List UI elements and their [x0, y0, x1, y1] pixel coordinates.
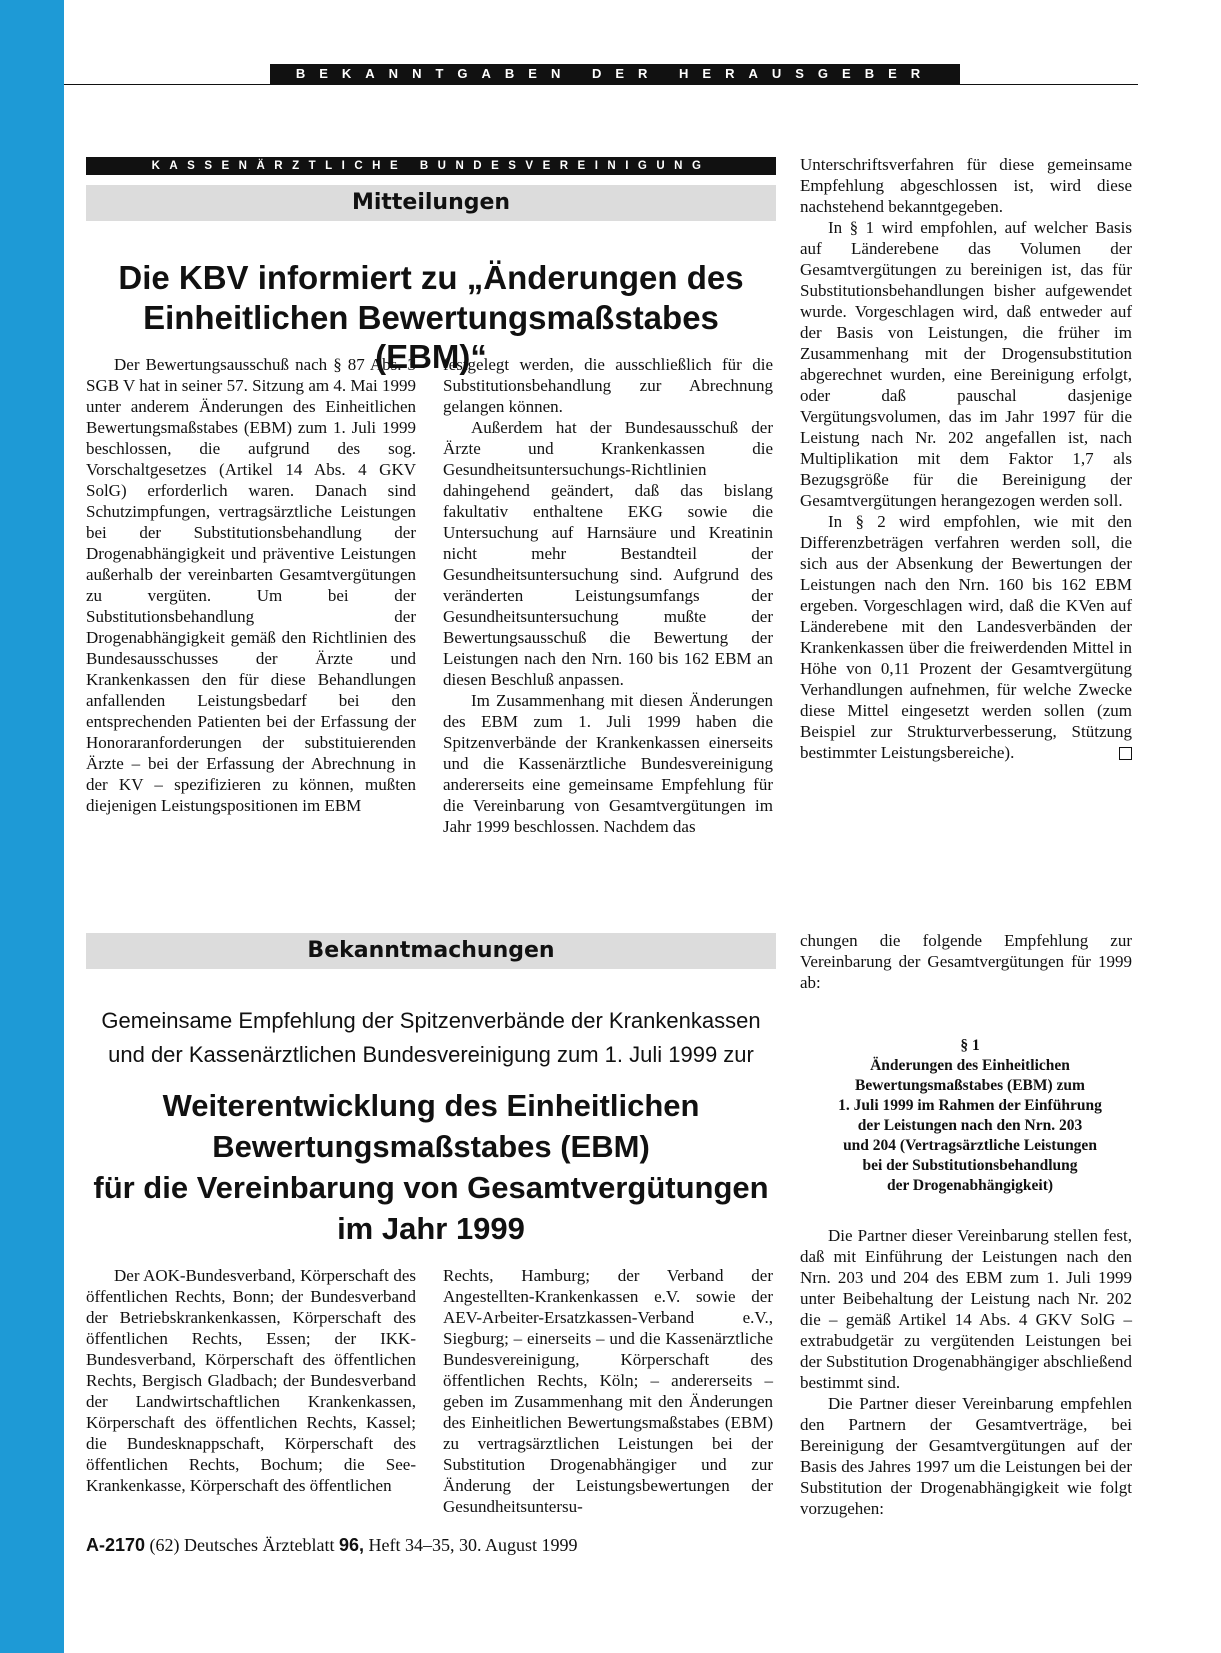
article1-col2-paragraph2: Außerdem hat der Bundesausschuß der Ärzte und Krankenkassen die Gesundheitsuntersuchungs-Richtlinien dahingehend geändert, daß das bislang fakultativ enthaltene EKG sowie die Untersuchung auf Harnsäure und Kreatinin nicht mehr Bestandteil der Gesundheitsuntersuchung sind. Aufgrund des veränderten Leistungsumfangs der Gesundheitsuntersuchung mußte der Bewertungsausschuß die Bewertung der Leistungen nach den Nrn. 160 bis 162 EBM an diesen Beschluß anpassen.: [443, 418, 773, 689]
side-color-bar: [0, 0, 64, 1653]
article1-col3-paragraph3-text: In § 2 wird empfohlen, wie mit den Differenzbeträgen verfahren werden soll, die sich aus der Absenkung der Bewertungen der Leistungen nach den Nrn. 160 bis 162 EBM ergeben. Vorgeschlagen wird, daß die KVen auf Länderebene mit den Landesverbänden der Krankenkassen über die freiwerdenden Mittel in Höhe von 0,11 Prozent der Gesamtvergütung Verhandlungen aufnehmen, für welche Zwecke diese Mittel eingesetzt werden sollen (zum Beispiel zur Strukturverbesserung, Stützung bestimmter Leistungsbereiche).: [800, 512, 1132, 762]
paragraph-heading: [800, 1036, 1140, 1196]
article2-column3: [800, 1225, 1132, 1518]
article1-column1: [86, 354, 416, 834]
page-number: A-2170: [86, 1535, 146, 1555]
article2-title-line4: im Jahr 1999: [337, 1211, 525, 1246]
article2-title-line1: Weiterentwicklung des Einheitlichen: [162, 1088, 700, 1123]
footer-volume: 96,: [338, 1535, 365, 1555]
page-footer: [86, 1535, 578, 1556]
article2-subtitle: [86, 1004, 776, 1072]
article2-title: [86, 1085, 776, 1249]
article2-col3-paragraph2: Die Partner dieser Vereinbarung empfehlen den Partnern der Gesamtverträge, bei Bereinigung der Gesamtvergütungen auf der Basis des Jahres 1997 um die Leistungen bei der Substitution der Drogenabhängigkeit wie folgt vorzugehen:: [800, 1394, 1132, 1518]
paragraph-title-line5: und 204 (Vertragsärztliche Leistungen: [843, 1137, 1097, 1154]
article2-title-line3: für die Vereinbarung von Gesamtvergütungen: [93, 1170, 769, 1205]
category-bekanntmachungen: Bekanntmachungen: [86, 933, 776, 969]
article2-col1-paragraph: Der AOK-Bundesverband, Körperschaft des öffentlichen Rechts, Bonn; der Bundesverband der Betriebskrankenkassen, Körperschaft des öffentlichen Rechts, Essen; der IKK-Bundesverband, Körperschaft des öffentlichen Rechts, Bergisch Gladbach; der Bundesverband der Landwirtschaftlichen Krankenkassen, Körperschaft des öffentlichen Rechts, Kassel; die Bundesknappschaft, Körperschaft des öffentlichen Rechts, Bochum; die See-Krankenkasse, Körperschaft des öffentlichen: [86, 1266, 416, 1495]
article1-col3-paragraph1: Unterschriftsverfahren für diese gemeinsame Empfehlung abgeschlossen ist, wird diese nachstehend bekanntgegeben.: [800, 155, 1132, 216]
footer-journal: (62) Deutsches Ärzteblatt: [149, 1535, 335, 1555]
article1-title-line2: Einheitlichen Bewertungsmaßstabes (EBM)“: [143, 298, 719, 376]
article1-col2-paragraph1: festgelegt werden, die ausschließlich für die Substitutionsbehandlung zur Abrechnung gelangen können.: [443, 355, 773, 416]
article2-title-line2: Bewertungsmaßstabes (EBM): [212, 1129, 650, 1164]
paragraph-number: § 1: [960, 1037, 980, 1054]
section-label: KASSENÄRZTLICHE BUNDESVEREINIGUNG: [86, 157, 776, 175]
section-header: BEKANNTGABEN DER HERAUSGEBER: [270, 64, 960, 84]
article2-column2: [443, 1265, 773, 1515]
article1-col3-paragraph2: In § 1 wird empfohlen, auf welcher Basis auf Länderebene das Volumen der Gesamtvergütungen zu bereinigen ist, das für Substitutionsbehandlungen bisher aufgewendet wurde. Vorgeschlagen wird, daß entweder auf der Basis von Leistungen, die früher im Zusammenhang mit der Drogensubstitution abgerechnet wurden, eine Bereinigung erfolgt, oder daß pauschal dasjenige Vergütungsvolumen, das im Jahr 1997 für die Leistung nach Nr. 202 angefallen ist, nach Multiplikation mit dem Faktor 1,7 als Bezugsgröße für die Bereinigung der Gesamtvergütungen herangezogen werden soll.: [800, 218, 1132, 510]
article1-col2-paragraph3: Im Zusammenhang mit diesen Änderungen des EBM zum 1. Juli 1999 haben die Spitzenverbände der Krankenkassen einerseits und die Kassenärztliche Bundesvereinigung andererseits eine gemeinsame Empfehlung für die Vereinbarung von Gesamtvergütungen im Jahr 1999 beschlossen. Nachdem das: [443, 691, 773, 836]
article2-col3-paragraph1: Die Partner dieser Vereinbarung stellen fest, daß mit Einführung der Leistungen nach den Nrn. 203 und 204 des EBM zum 1. Juli 1999 unter Beibehaltung der Leistung nach Nr. 202 die – gemäß Artikel 14 Abs. 4 GKV SolG – extrabudgetär zu vergütenden Leistungen bei der Substitution Drogenabhängiger abschließend bestimmt sind.: [800, 1226, 1132, 1392]
article2-col3-intro-text: chungen die folgende Empfehlung zur Vereinbarung der Gesamtvergütungen für 1999 ab:: [800, 931, 1132, 992]
article1-column3: [800, 154, 1132, 844]
paragraph-title-line7: der Drogenabhängigkeit): [886, 1177, 1054, 1194]
paragraph-title-line4: der Leistungen nach den Nrn. 203: [857, 1117, 1083, 1134]
article1-title-line1: Die KBV informiert zu „Änderungen des: [118, 259, 744, 296]
paragraph-title-line3: 1. Juli 1999 im Rahmen der Einführung: [838, 1097, 1102, 1114]
footer-issue: Heft 34–35, 30. August 1999: [368, 1535, 578, 1555]
article1-column2: [443, 354, 773, 834]
paragraph-title-line6: bei der Substitutionsbehandlung: [862, 1157, 1078, 1174]
article2-col3-intro: [800, 930, 1132, 1000]
article1-col1-paragraph: Der Bewertungsausschuß nach § 87 Abs. 3 SGB V hat in seiner 57. Sitzung am 4. Mai 1999 unter anderem Änderungen des Einheitlichen Bewertungsmaßstabes (EBM) zum 1. Juli 1999 beschlossen, die aufgrund des sog. Vorschaltgesetzes (Artikel 14 Abs. 4 GKV SolG) erforderlich waren. Danach sind Schutzimpfungen, vertragsärztliche Leistungen bei der Substitutionsbehandlung der Drogenabhängigkeit und präventive Leistungen außerhalb der vereinbarten Gesamtvergütungen zu vergüten. Um bei der Substitutionsbehandlung der Drogenabhängigkeit gemäß den Richtlinien des Bundesausschusses der Ärzte und Krankenkassen den für diese Behandlungen anfallenden Leistungsbedarf bei den entsprechenden Patienten bei der Erfassung der Honoraranforderungen der substituierenden Ärzte – bei der Erfassung der Abrechnung in der KV – spezifizieren zu können, mußten diejenigen Leistungspositionen im EBM: [86, 355, 416, 815]
category-mitteilungen: Mitteilungen: [86, 185, 776, 221]
article2-subtitle-line1: Gemeinsame Empfehlung der Spitzenverbände der Krankenkassen: [101, 1008, 761, 1033]
article2-col2-paragraph: Rechts, Hamburg; der Verband der Angestellten-Krankenkassen e.V. sowie der AEV-Arbeiter-Ersatzkassen-Verband e.V., Siegburg; – einerseits – und die Kassenärztliche Bundesvereinigung, Körperschaft des öffentlichen Rechts, Köln; – andererseits – geben im Zusammenhang mit den Änderungen des Einheitlichen Bewertungsmaßstabes (EBM) zu vertragsärztlichen Leistungen bei der Substitution Drogenabhängiger und zur Änderung der Leistungsbewertungen der Gesundheitsuntersu-: [443, 1266, 773, 1516]
end-mark-icon: [1119, 747, 1132, 760]
header-rule: [64, 84, 1138, 85]
paragraph-title-line1: Änderungen des Einheitlichen: [870, 1057, 1070, 1074]
article1-col3-paragraph3: [800, 511, 1132, 763]
article2-subtitle-line2: und der Kassenärztlichen Bundesvereinigung zum 1. Juli 1999 zur: [108, 1042, 754, 1067]
article2-column1: [86, 1265, 416, 1515]
paragraph-title-line2: Bewertungsmaßstabes (EBM) zum: [855, 1077, 1085, 1094]
